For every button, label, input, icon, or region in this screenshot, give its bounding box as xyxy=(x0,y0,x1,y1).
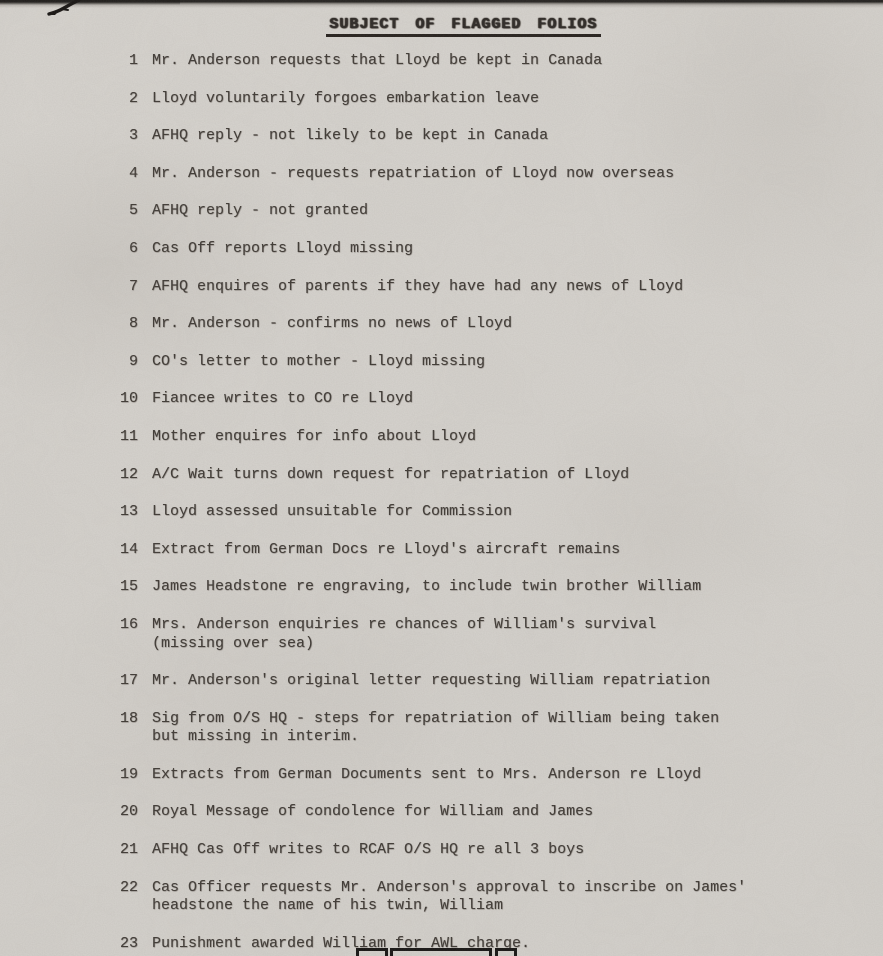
list-item xyxy=(100,315,853,334)
item-number: 21 xyxy=(119,841,138,859)
item-number: 18 xyxy=(119,709,138,727)
item-number: 15 xyxy=(119,578,138,596)
item-number: 3 xyxy=(128,127,138,145)
folio-list xyxy=(100,52,853,956)
page-title xyxy=(22,1,883,38)
item-text-line: (missing over sea) xyxy=(152,634,315,652)
list-item xyxy=(100,616,853,653)
item-text xyxy=(152,127,548,146)
list-item xyxy=(100,52,853,71)
item-text xyxy=(152,353,485,372)
list-item xyxy=(100,672,853,691)
item-text-line: Punishment awarded William for AWL charge. xyxy=(152,934,531,952)
item-text-line: AFHQ reply - not granted xyxy=(152,202,369,220)
item-text xyxy=(152,278,683,297)
item-text-line: Mr. Anderson's original letter requesting William repatriation xyxy=(152,672,711,690)
item-text-line: CO's letter to mother - Lloyd missing xyxy=(152,352,486,370)
item-number: 19 xyxy=(119,765,138,783)
item-text-line: Cas Off reports Lloyd missing xyxy=(152,239,414,257)
item-number: 20 xyxy=(119,803,138,821)
list-item xyxy=(100,578,853,597)
item-text-line: James Headstone re engraving, to include twin brother William xyxy=(152,578,702,596)
item-text-line: Lloyd voluntarily forgoes embarkation leave xyxy=(152,89,540,107)
item-text xyxy=(152,90,539,109)
item-text xyxy=(152,390,413,409)
item-text-line: Extract from German Docs re Lloyd's aircraft remains xyxy=(152,540,621,558)
list-item xyxy=(100,353,853,372)
item-number: 12 xyxy=(119,465,138,483)
item-number: 2 xyxy=(128,89,138,107)
list-item xyxy=(100,202,853,221)
item-number: 6 xyxy=(128,239,138,257)
item-text-line: AFHQ reply - not likely to be kept in Canada xyxy=(152,127,549,145)
item-text-line: but missing in interim. xyxy=(152,728,360,746)
item-text-line: A/C Wait turns down request for repatriation of Lloyd xyxy=(152,465,630,483)
item-text-line: Mr. Anderson - requests repatriation of Lloyd now overseas xyxy=(152,164,675,182)
list-item xyxy=(100,803,853,822)
item-number: 4 xyxy=(128,164,138,182)
item-number: 22 xyxy=(119,878,138,896)
item-text xyxy=(152,52,602,71)
cut-off-box xyxy=(356,948,388,956)
page-title-text: SUBJECT OF FLAGGED FOLIOS xyxy=(326,16,600,37)
item-number: 9 xyxy=(128,352,138,370)
list-item xyxy=(100,503,853,522)
item-text xyxy=(152,315,512,334)
item-text xyxy=(152,202,368,221)
item-number: 7 xyxy=(128,277,138,295)
list-item xyxy=(100,127,853,146)
item-text-line: AFHQ Cas Off writes to RCAF O/S HQ re all 3 boys xyxy=(152,841,585,859)
item-text-line: Royal Message of condolence for William and James xyxy=(152,803,594,821)
item-text-line: Mr. Anderson requests that Lloyd be kept in Canada xyxy=(152,52,603,69)
item-text-line: Extracts from German Documents sent to Mrs. Anderson re Lloyd xyxy=(152,765,702,783)
list-item xyxy=(100,390,853,409)
item-text xyxy=(152,672,710,691)
item-text xyxy=(152,841,584,860)
cut-off-box xyxy=(495,948,517,956)
item-text xyxy=(152,466,629,485)
item-number: 1 xyxy=(128,52,138,69)
list-item xyxy=(100,240,853,259)
item-text xyxy=(152,710,719,747)
item-text xyxy=(152,503,512,522)
list-item xyxy=(100,879,853,916)
item-number: 14 xyxy=(119,540,138,558)
item-text xyxy=(152,541,620,560)
item-text xyxy=(152,766,701,785)
list-item xyxy=(100,466,853,485)
item-text-line: Cas Officer requests Mr. Anderson's approval to inscribe on James' xyxy=(152,878,747,896)
cut-off-box xyxy=(390,948,492,956)
item-number: 8 xyxy=(128,315,138,333)
list-item xyxy=(100,710,853,747)
item-text xyxy=(152,803,593,822)
item-number: 23 xyxy=(119,934,138,952)
list-item xyxy=(100,841,853,860)
item-text-line: AFHQ enquires of parents if they have had any news of Lloyd xyxy=(152,277,684,295)
item-text xyxy=(152,578,701,597)
item-text-line: Mother enquires for info about Lloyd xyxy=(152,427,477,445)
item-text-line: Fiancee writes to CO re Lloyd xyxy=(152,390,414,408)
item-text xyxy=(152,240,413,259)
item-text xyxy=(152,165,674,184)
list-item xyxy=(100,428,853,447)
item-number: 17 xyxy=(119,672,138,690)
item-number: 16 xyxy=(119,615,138,633)
item-text-line: Sig from O/S HQ - steps for repatriation of William being taken xyxy=(152,709,720,727)
item-number: 11 xyxy=(119,427,138,445)
item-number: 13 xyxy=(119,503,138,521)
list-item xyxy=(100,541,853,560)
list-item xyxy=(100,766,853,785)
list-item xyxy=(100,278,853,297)
item-text-line: Mrs. Anderson enquiries re chances of William's survival xyxy=(152,615,657,633)
item-text-line: headstone the name of his twin, William xyxy=(152,897,504,915)
item-number: 5 xyxy=(128,202,138,220)
list-item xyxy=(100,165,853,184)
item-number: 10 xyxy=(119,390,138,408)
item-text xyxy=(152,616,656,653)
item-text xyxy=(152,879,746,916)
item-text-line: Mr. Anderson - confirms no news of Lloyd xyxy=(152,315,513,333)
item-text-line: Lloyd assessed unsuitable for Commission xyxy=(152,503,513,521)
list-item xyxy=(100,90,853,109)
item-text xyxy=(152,428,476,447)
